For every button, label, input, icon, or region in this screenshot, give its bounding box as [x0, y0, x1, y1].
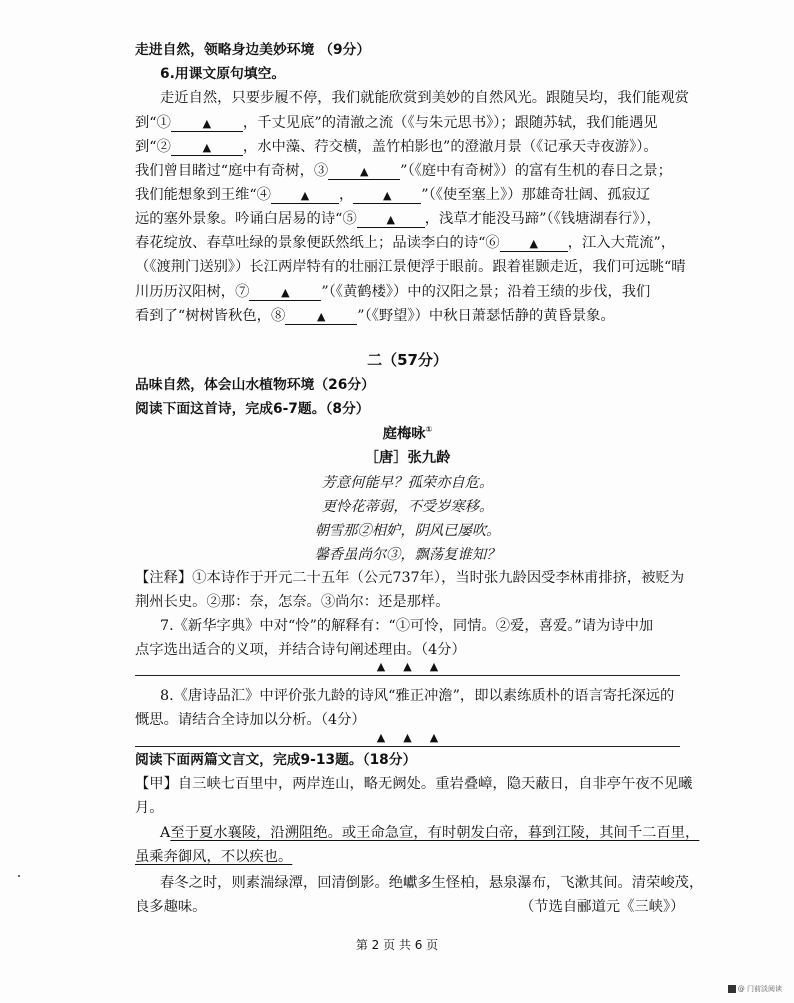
blank-marker-icon: ▲: [359, 165, 369, 178]
q6-line-4-a: 我们曾目睹过“庭中有奇树，③: [135, 163, 329, 179]
q6-title: 6.用课文原句填空。: [160, 66, 286, 82]
passage-a-line-1: [160, 823, 699, 843]
q6-line-10-a: 看到了“树树皆秋色，⑧: [135, 308, 286, 324]
blank-marker-icon: ▲: [386, 213, 395, 226]
q8-answer-line[interactable]: [135, 726, 680, 747]
blank-4a[interactable]: [271, 188, 339, 204]
q7-answer-line[interactable]: [135, 655, 680, 676]
q6-line-7-b: ，江入大荒流”，: [567, 235, 676, 251]
watermark: [728, 984, 782, 994]
jia-line-1: 【甲】自三峡七百里中，两岸连山，略无阙处。重岩叠嶂，隐天蔽日，自非亭午夜不见曦: [135, 776, 693, 792]
jia-line-2: 月。: [135, 800, 164, 816]
q6-line-3-a: 到“②: [135, 139, 171, 155]
poem-line-1: 芳意何能早？孤荣亦自危。: [321, 475, 494, 491]
poem-line-2: 更怜花蒂弱，不受岁寒移。: [321, 499, 494, 515]
answer-marks: ▲▲▲: [376, 731, 457, 744]
q6-line-7-a: 春花绽放、春草吐绿的景象便跃然纸上；品读李白的诗“⑥: [135, 235, 500, 251]
jia-line-3: 春冬之时，则素湍绿潭，回清倒影。绝巘多生怪柏，悬泉瀑布，飞漱其间。清荣峻茂，: [160, 875, 704, 891]
q6-line-8: （《渡荆门送别》）长江两岸特有的壮丽江景便浮于眼前。跟着崔颢走近，我们可远眺“晴: [135, 259, 686, 275]
q6-line-10-b: ”（《野望》）中秋日萧瑟恬静的黄昏景象。: [357, 308, 615, 324]
q6-line-2-a: 到“①: [135, 115, 171, 131]
blank-2[interactable]: [171, 140, 243, 156]
blank-4b[interactable]: [353, 188, 421, 204]
notes-line-2: 荆州长史。②那：奈，怎奈。③尚尔：还是那样。: [135, 594, 450, 610]
passage-a-line-2: 虽乘奔御风，不以疾也。: [135, 849, 293, 865]
answer-marks: ▲▲▲: [376, 660, 457, 673]
poem-title-note: ①: [425, 425, 433, 435]
page-footer: 第 2 页 共 6 页: [355, 938, 439, 952]
q6-line-9-a: 川历历汉阳树，⑦: [135, 284, 250, 300]
watermark-logo-icon: [728, 985, 736, 993]
q6-line-5-a: 我们能想象到王维“④: [135, 187, 271, 203]
part2-heading: 二（57分）: [367, 351, 448, 369]
poem-title-text: 庭梅咏: [382, 426, 426, 442]
q6-line-9: [135, 282, 650, 302]
watermark-text: @ 门前淡阅读: [737, 985, 782, 993]
blank-marker-icon: ▲: [529, 237, 538, 250]
blank-1[interactable]: [171, 116, 243, 132]
q7-line-2: 点字选出适合的义项，并结合诗句阐述理由。（4分）: [135, 642, 466, 658]
poem-line-3: 朝雪那②相妒，阴风已屡吹。: [314, 523, 501, 539]
blank-marker-icon: ▲: [202, 117, 212, 130]
notes-line-1: 【注释】①本诗作于开元二十五年（公元737年），当时张九龄因受李林甫排挤，被贬为: [135, 570, 685, 586]
jia-line-4: 良多趣味。: [135, 899, 207, 915]
q6-line-9-b: ”（《黄鹤楼》）中的汉阳之景；沿着王绩的步伐，我们: [321, 284, 651, 300]
passage-a-text-1: 至于夏水襄陵，沿溯阻绝。或王命急宣，有时朝发白帝，暮到江陵，其间千二百里，: [170, 825, 700, 841]
part2-section: 品味自然，体会山水植物环境（26分）: [135, 377, 375, 393]
q6-line-6-b: ，浅草才能没马蹄”（《钱塘湖春行》），: [424, 211, 661, 227]
q8-line-1: 8.《唐诗品汇》中评价张九龄的诗风“雅正冲澹”，即以素练质朴的语言寄托深远的: [160, 688, 675, 704]
blank-3[interactable]: [328, 164, 400, 180]
source-citation: （节选自郦道元《三峡》）: [520, 899, 685, 915]
q6-line-10: [135, 306, 615, 326]
q8-line-2: 慨思。请结合全诗加以分析。（4分）: [135, 712, 366, 728]
q6-line-7: [135, 233, 675, 253]
q6-line-4: [135, 161, 672, 181]
q6-line-1: 走近自然，只要步履不停，我们就能欣赏到美妙的自然风光。跟随吴均，我们能观赏: [160, 90, 689, 106]
q6-line-4-b: ”（《庭中有奇树》）的富有生机的春日之景；: [400, 163, 672, 179]
blank-5[interactable]: [357, 212, 425, 228]
poem-instruction: 阅读下面这首诗，完成6-7题。（8分）: [135, 401, 370, 417]
q6-line-5-c: ”（《使至塞上》）那雄奇壮阔、孤寂辽: [421, 187, 651, 203]
blank-7[interactable]: [249, 285, 321, 301]
q6-line-2: [135, 113, 658, 133]
passage-a-label: A: [160, 825, 171, 841]
blank-marker-icon: ▲: [383, 189, 392, 202]
blank-marker-icon: ▲: [202, 141, 212, 154]
q6-line-6: [135, 209, 661, 229]
q6-line-3: [135, 137, 658, 157]
q6-line-6-a: 远的塞外景象。吟诵白居易的诗“⑤: [135, 211, 357, 227]
blank-6[interactable]: [500, 236, 568, 252]
blank-marker-icon: ▲: [300, 189, 310, 202]
q7-line-1: 7.《新华字典》中对“怜”的解释有：“①可怜，同情。②爱，喜爱。”请为诗中加: [160, 618, 654, 634]
q6-line-5: [135, 185, 650, 205]
q6-line-3-b: ，水中藻、荇交横，盖竹柏影也”的澄澈月景（《记承天寺夜游》）。: [242, 139, 658, 155]
q6-line-2-b: ，千丈见底”的清澈之流（《与朱元思书》）；跟随苏轼，我们能遇见: [242, 115, 658, 131]
blank-8[interactable]: [285, 309, 357, 325]
poem-author: ［唐］张九龄: [364, 450, 451, 466]
blank-marker-icon: ▲: [317, 310, 326, 323]
q6-line-5-b: ，: [338, 187, 354, 203]
poem-line-4: 馨香虽尚尔③，飘荡复谁知？: [314, 547, 501, 563]
blank-marker-icon: ▲: [281, 286, 290, 299]
poem-title: [135, 423, 680, 443]
section-header-nature: 走进自然，领略身边美妙环境 （9分）: [135, 42, 371, 58]
scan-dot: [18, 875, 20, 877]
reading-instruction: 阅读下面两篇文言文，完成9-13题。（18分）: [135, 752, 417, 768]
